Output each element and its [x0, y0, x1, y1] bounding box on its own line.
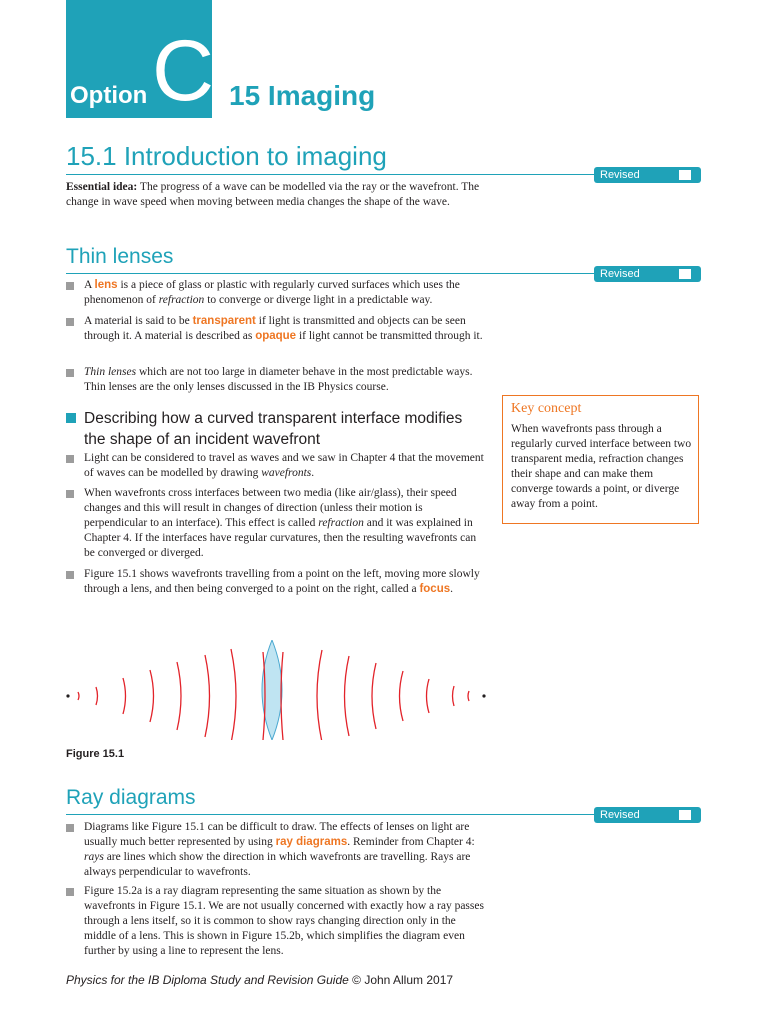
- page-footer: Physics for the IB Diploma Study and Revision Guide © John Allum 2017: [66, 973, 454, 987]
- section-title: 15.1 Introduction to imaging: [66, 141, 387, 171]
- bullet-square-icon: [66, 824, 74, 832]
- wavefront-arc: [177, 662, 181, 730]
- focus-point: [482, 694, 485, 697]
- list-item: A material is said to be transparent if light is transmitted and objects can be seen through it. A material is described as opaque if light cannot be transmitted through it.: [66, 314, 486, 344]
- wavefront-arc: [78, 692, 79, 700]
- bullet-square-icon: [66, 571, 74, 579]
- list-item: Figure 15.1 shows wavefronts travelling from a point on the left, moving more slowly through a lens, and then being converged to a point on the right, called a focus.: [66, 567, 486, 597]
- wavefront-arc: [345, 656, 350, 736]
- wavefront-arc: [150, 670, 154, 722]
- bullet-square-icon: [66, 888, 74, 896]
- revised-badge: Revised: [594, 266, 701, 282]
- converging-wavefronts: [317, 650, 469, 740]
- wavefront-lens-figure: [60, 640, 500, 740]
- wavefront-arc: [400, 671, 404, 721]
- essential-idea: Essential idea: The progress of a wave can be modelled via the ray or the wavefront. The change in wave speed when moving between media changes the shape of the wave.: [66, 181, 480, 208]
- list-item: A lens is a piece of glass or plastic with regularly curved surfaces which uses the phenomenon of refraction to converge or diverge light in a predictable way.: [66, 278, 486, 308]
- key-concept-text: When wavefronts pass through a regularly curved interface between two transparent media, refraction changes their shape and can make them converge towards a point, or diverge away from a point.: [511, 423, 692, 510]
- thin-lenses-heading: Thin lenses: [66, 245, 174, 268]
- wavefront-arc: [427, 679, 430, 713]
- describing-heading: Describing how a curved transparent interface modifies the shape of an incident wavefront: [66, 408, 486, 450]
- wavefront-arc: [123, 678, 126, 714]
- bullet-square-icon: [66, 282, 74, 290]
- source-point: [66, 694, 69, 697]
- bullet-square-icon: [66, 455, 74, 463]
- incident-wavefronts: [78, 649, 236, 740]
- revised-checkbox[interactable]: [679, 810, 691, 820]
- bullet-square-icon: [66, 318, 74, 326]
- wavefront-arc: [317, 650, 322, 740]
- wavefront-arc: [453, 686, 455, 706]
- key-concept-title: Key concept: [511, 401, 582, 416]
- key-concept-box: [502, 395, 699, 524]
- revised-badge: Revised: [594, 807, 701, 823]
- option-letter: C: [152, 23, 215, 119]
- wavefront-arc: [372, 663, 376, 729]
- bullet-square-icon: [66, 369, 74, 377]
- heading-square-icon: [66, 413, 76, 423]
- wavefront-arc: [205, 655, 210, 737]
- wavefront-arc: [96, 687, 98, 705]
- ray-diagrams-heading: Ray diagrams: [66, 786, 196, 809]
- bullet-square-icon: [66, 490, 74, 498]
- revised-checkbox[interactable]: [679, 170, 691, 180]
- chapter-title: 15 Imaging: [229, 80, 376, 111]
- list-item: Thin lenses which are not too large in diameter behave in the most predictable ways. Thin lenses are the only lenses discussed in the IB Physics course.: [66, 365, 486, 395]
- wavefront-arc: [468, 691, 469, 701]
- wavefront-arc: [231, 649, 236, 740]
- figure-caption: Figure 15.1: [66, 748, 125, 760]
- revised-badge: Revised: [594, 167, 701, 183]
- option-label: Option: [70, 82, 148, 109]
- list-item: Light can be considered to travel as waves and we saw in Chapter 4 that the movement of waves can be modelled by drawing wavefronts.: [66, 451, 486, 481]
- list-item: Diagrams like Figure 15.1 can be difficult to draw. The effects of lenses on light are usually much better represented by using ray diagrams. Reminder from Chapter 4: rays are lines which show the direction in which wavefronts are travelling. Rays are always perpendicular to wavefronts.: [66, 820, 486, 880]
- revised-checkbox[interactable]: [679, 269, 691, 279]
- list-item: Figure 15.2a is a ray diagram representing the same situation as shown by the wavefronts in Figure 15.1. We are not usually concerned with exactly how a ray passes through a lens itself, so it is common to show rays changing direction only in the middle of a lens. This is shown in Figure 15.2b, which simplifies the diagram even further by using a line to represent the lens.: [66, 884, 486, 959]
- list-item: When wavefronts cross interfaces between two media (like air/glass), their speed changes and this will result in changes of direction (unless their motion is perpendicular to an interface). This effect is called refraction and it was explained in Chapter 4. If the interfaces have regular curvatures, then the resulting wavefronts can be converged or diverged.: [66, 486, 486, 561]
